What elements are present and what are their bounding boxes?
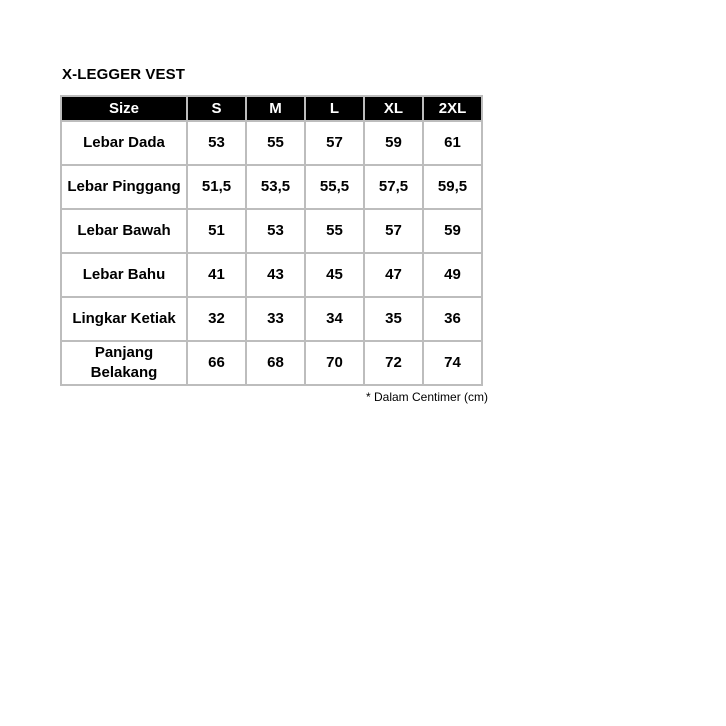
row-label: Lebar Dada	[61, 121, 187, 165]
size-chart-table	[60, 95, 483, 386]
table-cell: 74	[423, 341, 482, 385]
table-cell: 55,5	[305, 165, 364, 209]
unit-note: * Dalam Centimer (cm)	[366, 390, 489, 404]
table-cell: 35	[364, 297, 423, 341]
header-m: M	[246, 96, 305, 121]
table-cell: 55	[246, 121, 305, 165]
table-cell: 61	[423, 121, 482, 165]
row-label: Lebar Bahu	[61, 253, 187, 297]
table-row	[61, 209, 482, 253]
table-cell: 70	[305, 341, 364, 385]
table-cell: 66	[187, 341, 246, 385]
header-xl: XL	[364, 96, 423, 121]
table-cell: 43	[246, 253, 305, 297]
table-cell: 59,5	[423, 165, 482, 209]
table-cell: 49	[423, 253, 482, 297]
table-cell: 53	[187, 121, 246, 165]
table-header-row	[61, 96, 482, 121]
table-cell: 33	[246, 297, 305, 341]
table-cell: 36	[423, 297, 482, 341]
row-label: Panjang Belakang	[61, 341, 187, 385]
table-cell: 59	[423, 209, 482, 253]
header-s: S	[187, 96, 246, 121]
row-label: Lebar Bawah	[61, 209, 187, 253]
page-title: X-LEGGER VEST	[62, 66, 185, 83]
table-cell: 47	[364, 253, 423, 297]
table-cell: 51,5	[187, 165, 246, 209]
table-cell: 57	[364, 209, 423, 253]
table-row	[61, 341, 482, 385]
table-cell: 34	[305, 297, 364, 341]
table-cell: 53,5	[246, 165, 305, 209]
table-row	[61, 121, 482, 165]
table-cell: 59	[364, 121, 423, 165]
row-label: Lingkar Ketiak	[61, 297, 187, 341]
table-cell: 32	[187, 297, 246, 341]
table-cell: 45	[305, 253, 364, 297]
table-cell: 72	[364, 341, 423, 385]
table-cell: 57,5	[364, 165, 423, 209]
table-cell: 55	[305, 209, 364, 253]
table-cell: 57	[305, 121, 364, 165]
table-row	[61, 165, 482, 209]
header-2xl: 2XL	[423, 96, 482, 121]
table-row	[61, 253, 482, 297]
table-cell: 68	[246, 341, 305, 385]
table-cell: 53	[246, 209, 305, 253]
table-row	[61, 297, 482, 341]
header-l: L	[305, 96, 364, 121]
table-cell: 51	[187, 209, 246, 253]
header-size: Size	[61, 96, 187, 121]
row-label: Lebar Pinggang	[61, 165, 187, 209]
table-cell: 41	[187, 253, 246, 297]
